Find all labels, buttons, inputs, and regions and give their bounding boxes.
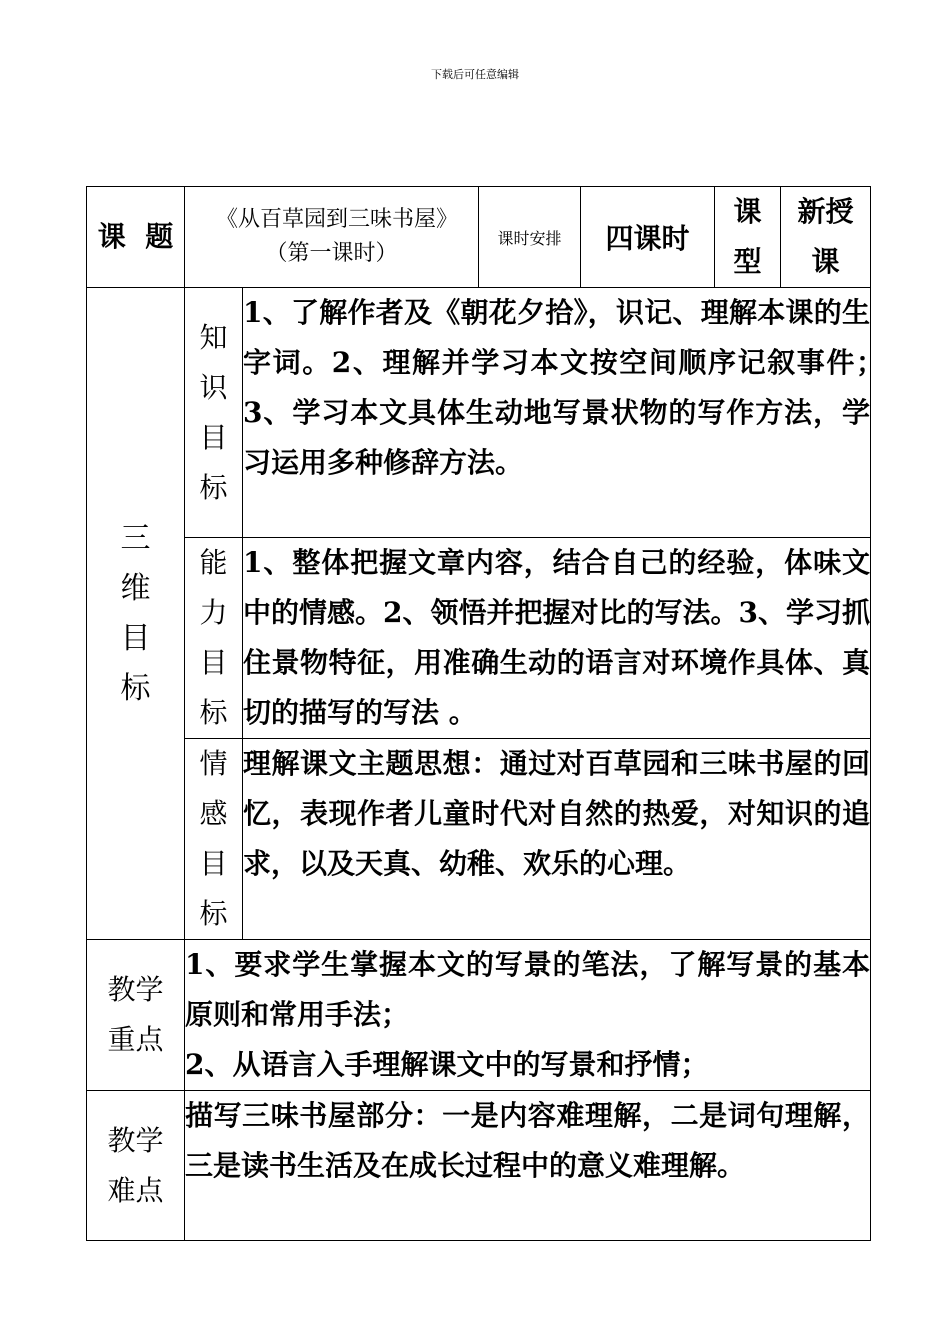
header-row <box>87 187 871 288</box>
emotion-row <box>87 739 871 940</box>
key-points-label: 教学重点 <box>107 973 164 1056</box>
three-dim-label: 三维目标 <box>120 520 151 706</box>
schedule-value: 四课时 <box>605 222 690 255</box>
ability-label-cell <box>185 538 243 739</box>
schedule-value-cell <box>581 187 715 288</box>
topic-value-cell <box>185 187 479 288</box>
key-points-line2: 2、从语言入手理解课文中的写景和抒情； <box>185 1048 709 1081</box>
type-value-cell <box>781 187 871 288</box>
emotion-text: 理解课文主题思想：通过对百草园和三味书屋的回忆，表现作者儿童时代对自然的热爱，对知识的追求，以及天真、幼稚、欢乐的心理。 <box>243 747 871 880</box>
type-value: 新授课 <box>797 195 854 278</box>
header-note: 下载后可任意编辑 <box>431 68 519 81</box>
key-points-text-cell <box>185 940 871 1091</box>
knowledge-label: 知识目标 <box>199 320 228 504</box>
type-label-cell <box>715 187 781 288</box>
knowledge-row <box>87 288 871 538</box>
key-points-label-cell <box>87 940 185 1091</box>
topic-value: 《从百草园到三味书屋》（第一课时） <box>216 207 448 266</box>
schedule-label-cell <box>479 187 581 288</box>
ability-text-cell <box>243 538 871 739</box>
key-points-line1: 1、要求学生掌握本文的写景的笔法，了解写景的基本原则和常用手法； <box>185 948 871 1031</box>
emotion-text-cell <box>243 739 871 940</box>
ability-text: 1、整体把握文章内容，结合自己的经验，体味文中的情感。2、领悟并把握对比的写法。3、学习抓住景物特征，用准确生动的语言对环境作具体、真切的描写的写法 。 <box>243 546 871 729</box>
topic-label-cell <box>87 187 185 288</box>
ability-label: 能力目标 <box>199 546 228 729</box>
knowledge-text-cell <box>243 288 899 538</box>
schedule-label: 课时安排 <box>497 228 562 248</box>
difficulties-label: 教学难点 <box>107 1123 164 1207</box>
key-points-row <box>87 940 871 1091</box>
difficulties-text-cell <box>185 1091 871 1241</box>
knowledge-label-cell <box>185 288 243 538</box>
difficulties-label-cell <box>87 1091 185 1241</box>
topic-label: 课 题 <box>97 220 174 253</box>
emotion-label: 情感目标 <box>199 747 228 930</box>
emotion-label-cell <box>185 739 243 940</box>
knowledge-text: 1、了解作者及《朝花夕拾》，识记、理解本课的生字词。2、理解并学习本文按空间顺序记叙事件； 3、学习本文具体生动地写景状物的写作方法，学习运用多种修辞方法。 <box>243 296 899 479</box>
three-dim-label-cell <box>87 288 185 940</box>
lesson-plan-table <box>86 186 899 1241</box>
difficulties-text: 描写三味书屋部分：一是内容难理解，二是词句理解，三是读书生活及在成长过程中的意义难理解。 <box>185 1099 871 1182</box>
type-label: 课型 <box>733 195 762 278</box>
difficulties-row <box>87 1091 871 1241</box>
ability-row <box>87 538 871 739</box>
